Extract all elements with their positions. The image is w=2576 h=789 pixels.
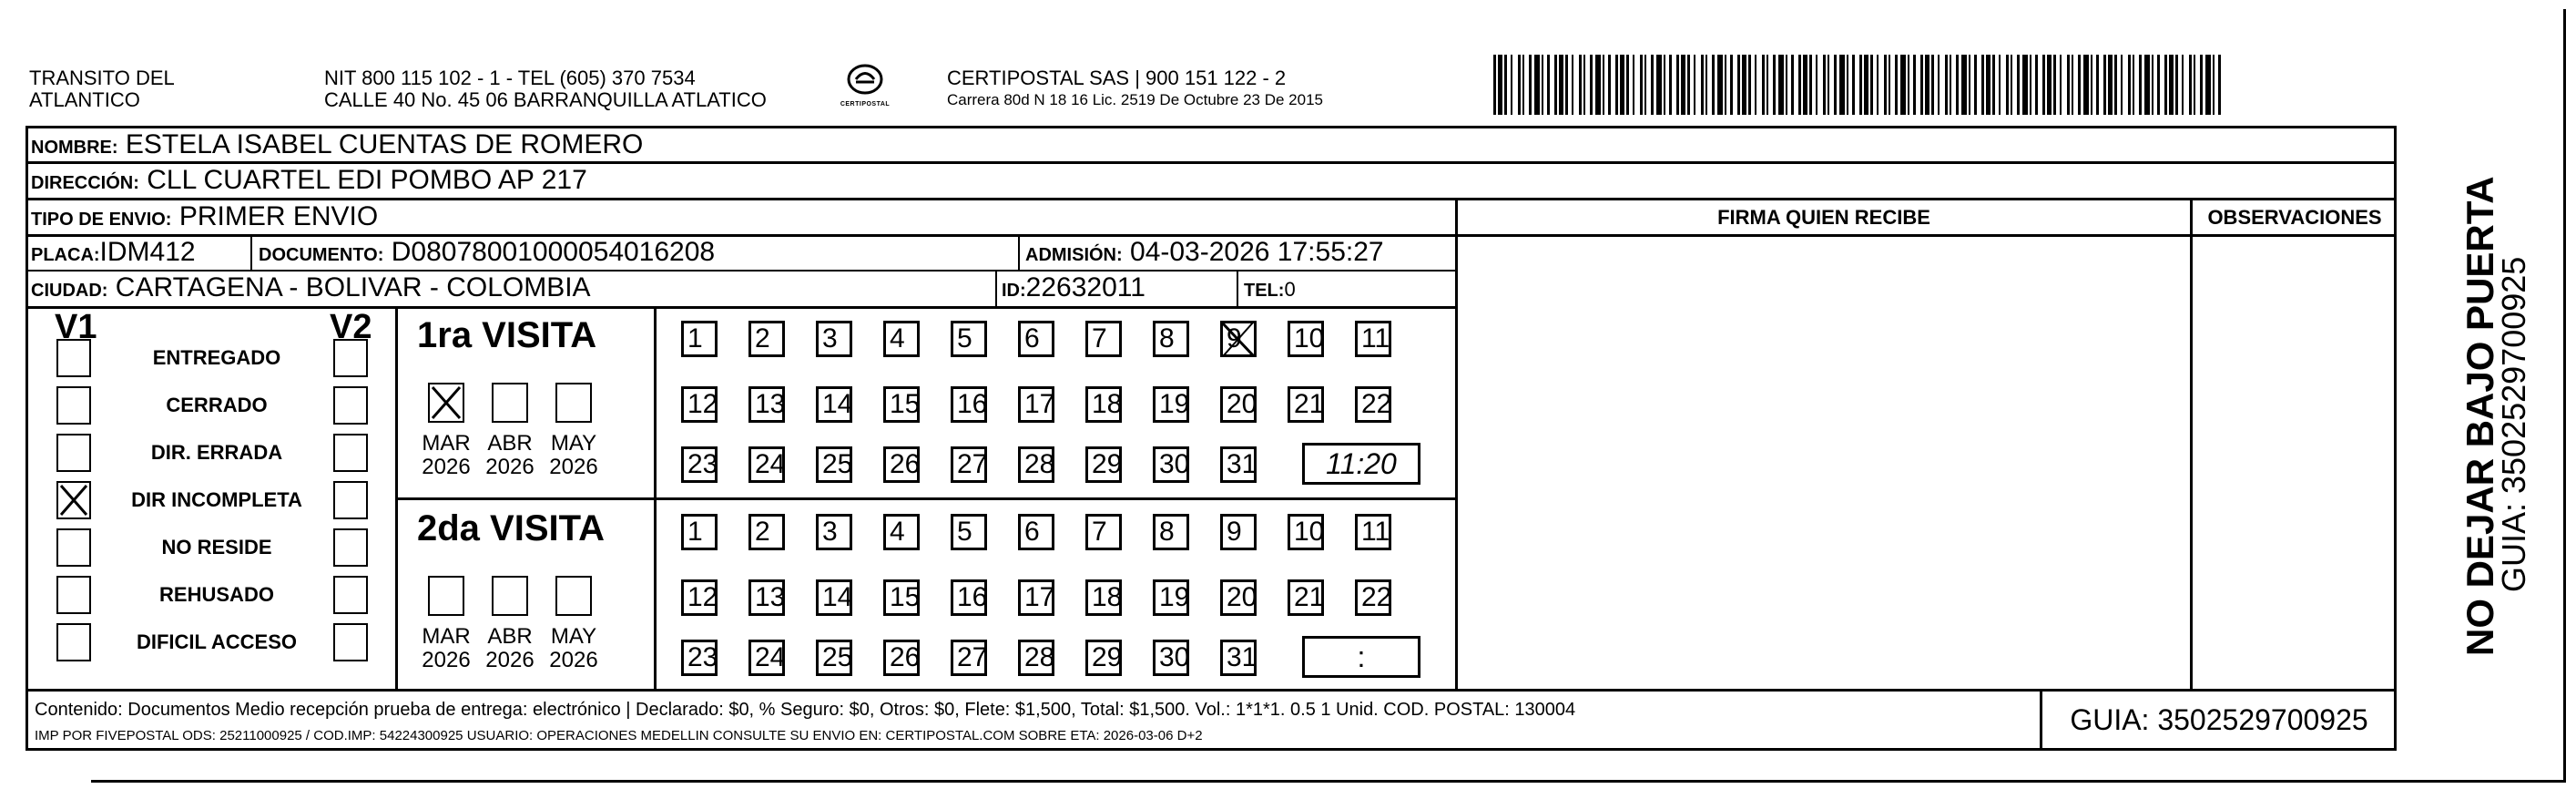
- day-box[interactable]: 13: [748, 386, 785, 423]
- side-guia: GUIA: 3502529700925: [2495, 256, 2532, 592]
- day-box[interactable]: 31: [1220, 640, 1257, 676]
- v2-checkbox[interactable]: [333, 339, 368, 377]
- day-box[interactable]: 6: [1018, 321, 1054, 357]
- day-box[interactable]: 14: [816, 579, 852, 616]
- day-box[interactable]: 8: [1153, 514, 1189, 550]
- day-box[interactable]: 13: [748, 579, 785, 616]
- barcode: [1493, 55, 2222, 118]
- id-value: 22632011: [1025, 272, 1145, 302]
- day-box[interactable]: 8: [1153, 321, 1189, 357]
- visit-title: 2da VISITA: [417, 508, 605, 548]
- v1-checkbox[interactable]: [56, 434, 91, 472]
- day-box[interactable]: 18: [1085, 386, 1122, 423]
- direccion-label: DIRECCIÓN:: [31, 173, 139, 193]
- v2-checkbox[interactable]: [333, 623, 368, 661]
- visit-title: 1ra VISITA: [417, 315, 597, 355]
- day-box[interactable]: 24: [748, 640, 785, 676]
- day-box[interactable]: 16: [951, 386, 987, 423]
- day-box[interactable]: 15: [883, 386, 920, 423]
- v1-checkbox[interactable]: [56, 623, 91, 661]
- month-label: MAY 2026: [549, 431, 598, 479]
- day-box[interactable]: 27: [951, 640, 987, 676]
- month-label: ABR 2026: [485, 431, 535, 479]
- tel-cell: [1244, 273, 1296, 307]
- day-box[interactable]: 31: [1220, 446, 1257, 483]
- status-label: REHUSADO: [159, 583, 274, 606]
- page-bottom-edge: [91, 780, 2566, 783]
- nombre-value: ESTELA ISABEL CUENTAS DE ROMERO: [125, 129, 644, 159]
- sender-address: CALLE 40 No. 45 06 BARRANQUILLA ATLATICO: [324, 88, 767, 111]
- tel-value: 0: [1284, 278, 1296, 301]
- nombre-row: [31, 128, 643, 164]
- placa-label: PLACA:: [31, 245, 100, 265]
- v2-checkbox[interactable]: [333, 386, 368, 425]
- ciudad-label: CIUDAD:: [31, 281, 108, 301]
- day-box[interactable]: 5: [951, 321, 987, 357]
- sender-nit: NIT 800 115 102 - 1 - TEL (605) 370 7534: [324, 67, 696, 89]
- documento-label: DOCUMENTO:: [259, 245, 384, 265]
- v1-checkbox[interactable]: [56, 576, 91, 614]
- time-box[interactable]: :: [1302, 636, 1420, 678]
- month-checkbox[interactable]: [492, 383, 528, 423]
- day-box[interactable]: 3: [816, 321, 852, 357]
- day-box[interactable]: 17: [1018, 579, 1054, 616]
- status-label: ENTREGADO: [152, 346, 281, 369]
- id-label: ID:: [1002, 281, 1026, 301]
- day-box[interactable]: 26: [883, 640, 920, 676]
- day-box[interactable]: 25: [816, 640, 852, 676]
- v2-checkbox[interactable]: [333, 576, 368, 614]
- status-label: DIR. ERRADA: [150, 441, 283, 464]
- month-checkbox[interactable]: [428, 383, 464, 423]
- month-label: MAR 2026: [422, 624, 471, 672]
- tipo-value: PRIMER ENVIO: [178, 201, 379, 231]
- day-box[interactable]: 4: [883, 321, 920, 357]
- day-box[interactable]: 20: [1220, 579, 1257, 616]
- v2-checkbox[interactable]: [333, 481, 368, 519]
- ciudad-cell: [31, 272, 591, 307]
- day-box[interactable]: 22: [1355, 386, 1391, 423]
- status-label: NO RESIDE: [161, 536, 272, 558]
- day-box[interactable]: 12: [681, 386, 718, 423]
- sender-name: TRANSITO DEL ATLANTICO: [29, 67, 175, 111]
- nombre-label: NOMBRE:: [31, 138, 118, 158]
- sender-info: [324, 67, 767, 111]
- certipostal-logo: CERTIPOSTAL: [838, 62, 892, 115]
- firma-header: FIRMA QUIEN RECIBE: [1717, 206, 1930, 229]
- day-box[interactable]: 7: [1085, 321, 1122, 357]
- status-label: DIR INCOMPLETA: [131, 488, 302, 511]
- day-box[interactable]: 9: [1220, 514, 1257, 550]
- day-box[interactable]: 15: [883, 579, 920, 616]
- documento-cell: [259, 236, 715, 272]
- ciudad-value: CARTAGENA - BOLIVAR - COLOMBIA: [115, 272, 591, 302]
- day-box[interactable]: 14: [816, 386, 852, 423]
- month-checkbox[interactable]: [428, 576, 464, 616]
- day-box[interactable]: 20: [1220, 386, 1257, 423]
- v1-checkbox[interactable]: [56, 339, 91, 377]
- v1-checkbox[interactable]: [56, 528, 91, 567]
- day-mark: [1220, 321, 1257, 362]
- day-box[interactable]: 26: [883, 446, 920, 483]
- v1-checkbox[interactable]: [56, 386, 91, 425]
- admision-cell: [1025, 236, 1384, 272]
- day-box[interactable]: 28: [1018, 446, 1054, 483]
- day-box[interactable]: 30: [1153, 446, 1189, 483]
- month-label: MAR 2026: [422, 431, 471, 479]
- tel-label: TEL:: [1244, 281, 1285, 301]
- status-label: DIFICIL ACCESO: [136, 630, 297, 653]
- day-box[interactable]: 6: [1018, 514, 1054, 550]
- day-box[interactable]: 19: [1153, 579, 1189, 616]
- day-box[interactable]: 23: [681, 446, 718, 483]
- day-box[interactable]: 27: [951, 446, 987, 483]
- day-box[interactable]: 25: [816, 446, 852, 483]
- v2-checkbox[interactable]: [333, 434, 368, 472]
- observaciones-header: OBSERVACIONES: [2207, 206, 2382, 229]
- day-box[interactable]: 21: [1288, 579, 1324, 616]
- day-box[interactable]: 3: [816, 514, 852, 550]
- day-box[interactable]: 24: [748, 446, 785, 483]
- tipo-label: TIPO DE ENVIO:: [31, 210, 172, 230]
- day-box[interactable]: 1: [681, 321, 718, 357]
- day-box[interactable]: 1: [681, 514, 718, 550]
- footer-guia: GUIA: 3502529700925: [2070, 703, 2368, 736]
- v1-checkbox[interactable]: [56, 481, 91, 519]
- status-label: CERRADO: [166, 394, 268, 416]
- day-box[interactable]: 2: [748, 514, 785, 550]
- v2-checkbox[interactable]: [333, 528, 368, 567]
- day-box[interactable]: 23: [681, 640, 718, 676]
- placa-cell: [31, 236, 196, 272]
- day-box[interactable]: 22: [1355, 579, 1391, 616]
- direccion-row: [31, 164, 587, 200]
- placa-value: IDM412: [99, 237, 196, 267]
- month-checkbox[interactable]: [555, 383, 592, 423]
- time-box[interactable]: 11:20: [1302, 443, 1420, 485]
- month-checkbox[interactable]: [555, 576, 592, 616]
- day-box[interactable]: 29: [1085, 640, 1122, 676]
- day-box[interactable]: 4: [883, 514, 920, 550]
- documento-value: D08078001000054016208: [391, 237, 716, 267]
- day-box[interactable]: 28: [1018, 640, 1054, 676]
- footer-imp: IMP POR FIVEPOSTAL ODS: 25211000925 / COD.IMP: 54224300925 USUARIO: OPERACIONES MEDELLIN CONSULTE SU ENVIO EN: CERTIPOSTAL.COM SOBRE ETA: 2026-03-06 D+2: [35, 728, 1203, 743]
- courier-address: Carrera 80d N 18 16 Lic. 2519 De Octubre 23 De 2015: [947, 91, 1323, 108]
- month-checkbox[interactable]: [492, 576, 528, 616]
- courier-name: CERTIPOSTAL SAS | 900 151 122 - 2: [947, 67, 1287, 89]
- day-box[interactable]: 7: [1085, 514, 1122, 550]
- page-right-edge: [2563, 9, 2566, 780]
- tipo-row: [31, 200, 378, 236]
- day-box[interactable]: 17: [1018, 386, 1054, 423]
- day-box[interactable]: 5: [951, 514, 987, 550]
- day-box[interactable]: 9: [1220, 321, 1257, 357]
- day-box[interactable]: 12: [681, 579, 718, 616]
- day-box[interactable]: 10: [1288, 321, 1324, 357]
- day-box[interactable]: 29: [1085, 446, 1122, 483]
- admision-label: ADMISIÓN:: [1025, 245, 1123, 265]
- v2-header: V2: [330, 308, 372, 346]
- direccion-value: CLL CUARTEL EDI POMBO AP 217: [147, 165, 587, 195]
- day-box[interactable]: 16: [951, 579, 987, 616]
- courier-info: [947, 67, 1323, 109]
- day-box[interactable]: 11: [1355, 321, 1391, 357]
- footer-contenido: Contenido: Documentos Medio recepción prueba de entrega: electrónico | Declarado: $0, % Seguro: $0, Otros: $0, Flete: $1,500, Total: $1,500. Vol.: 1*1*1. 0.5 1 Unid. COD. POSTAL: 130004: [35, 700, 1576, 720]
- day-box[interactable]: 30: [1153, 640, 1189, 676]
- admision-value: 04-03-2026 17:55:27: [1130, 237, 1384, 267]
- month-label: ABR 2026: [485, 624, 535, 672]
- day-box[interactable]: 10: [1288, 514, 1324, 550]
- v1-header: V1: [55, 308, 97, 346]
- day-box[interactable]: 11: [1355, 514, 1391, 550]
- day-box[interactable]: 18: [1085, 579, 1122, 616]
- month-label: MAY 2026: [549, 624, 598, 672]
- day-box[interactable]: 2: [748, 321, 785, 357]
- day-box[interactable]: 19: [1153, 386, 1189, 423]
- side-warning: NO DEJAR BAJO PUERTA: [2459, 176, 2501, 656]
- day-box[interactable]: 21: [1288, 386, 1324, 423]
- id-cell: [1002, 272, 1145, 307]
